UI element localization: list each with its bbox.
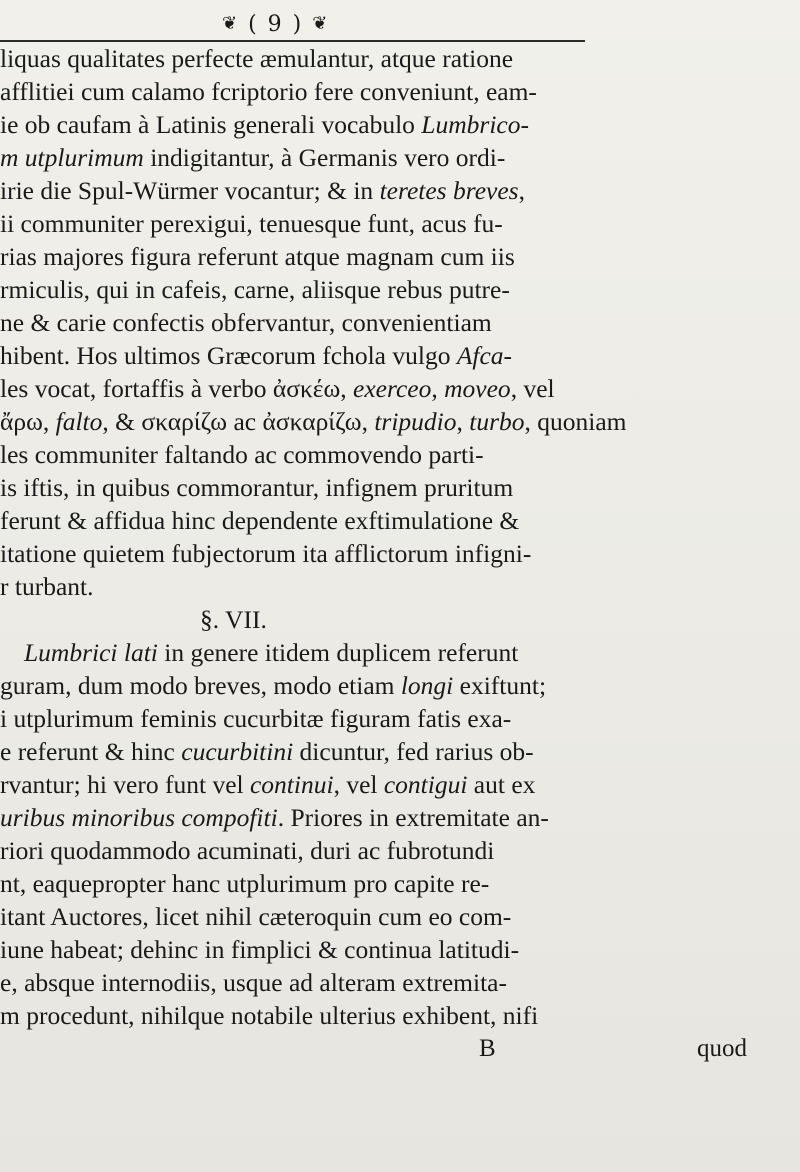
text-line: r turbant.	[0, 572, 94, 601]
text-line: uribus minoribus compofiti. Priores in extremitate an-	[0, 803, 549, 832]
text-line: ne & carie confectis obfervantur, convenientiam	[0, 308, 492, 337]
text-line: les communiter faltando ac commovendo parti-	[0, 440, 484, 469]
catchword: quod	[697, 1035, 747, 1062]
text-line: afflitiei cum calamo fcriptorio fere conveniunt, eam-	[0, 77, 537, 106]
text-line: ii communiter perexigui, tenuesque funt, acus fu-	[0, 209, 503, 238]
text-line: rias majores figura referunt atque magnam cum iis	[0, 242, 515, 271]
text-line: m utplurimum indigitantur, à Germanis vero ordi-	[0, 143, 506, 172]
page-number-line	[222, 12, 329, 37]
text-line: nt, eaqueproptеr hanc utplurimum pro capite re-	[0, 869, 490, 898]
text-line: ferunt & affidua hinc dependente exftimulatione &	[0, 506, 520, 535]
text-line: i utplurimum feminis cucurbitæ figuram fatis exa-	[0, 704, 512, 733]
text-line: guram, dum modo breves, modo etiam longi exiftunt;	[0, 671, 547, 700]
page-header	[0, 10, 800, 46]
text-line: ie ob caufam à Latinis generali vocabulo Lumbrico-	[0, 110, 529, 139]
left-ornament-icon: ❦	[222, 13, 240, 34]
page-number: ( 9 )	[248, 12, 304, 37]
text-line: riori quodammodo acuminati, duri ac fubrotundi	[0, 836, 495, 865]
header-rule	[0, 40, 585, 42]
right-ornament-icon: ❦	[312, 13, 330, 34]
text-line: rmiculis, qui in cafeis, carne, aliisque rebus putre-	[0, 275, 510, 304]
signature-mark: B	[479, 1035, 496, 1062]
text-line: is iftis, in quibus commorantur, infignem pruritum	[0, 473, 514, 502]
text-line: e, absque internodiis, usque ad alteram extremita-	[0, 968, 507, 997]
section-heading: §. VII.	[200, 605, 267, 634]
text-line: hibent. Hos ultimos Græcorum fchola vulgo Afca-	[0, 341, 513, 370]
text-line: itatione quietem fubjectorum ita afflictorum infigni-	[0, 539, 532, 568]
text-line: rvantur; hi vero funt vel continui, vel contigui aut ex	[0, 770, 536, 799]
text-line: irie die Spul-Würmer vocantur; & in teretes breves,	[0, 176, 525, 205]
text-line: les vocat, fortaffis à verbo ἀσκέω, exerceo, moveo, vel	[0, 374, 555, 403]
text-line: iune habeat; dehinc in fimplici & continua latitudi-	[0, 935, 520, 964]
text-line: e referunt & hinc cucurbitini dicuntur, fed rarius ob-	[0, 737, 534, 766]
page-footer	[0, 1035, 800, 1067]
text-line: itant Auctores, licet nihil cæteroquin cum eo com-	[0, 902, 512, 931]
text-line: Lumbrici lati in genere itidem duplicem referunt	[24, 638, 519, 667]
text-line: liquas qualitates perfecte æmulantur, atque ratione	[0, 44, 514, 73]
text-line: ἄρω, falto, & σκαρίζω ac ἀσκαρίζω, tripudio, turbo, quoniam	[0, 407, 627, 436]
text-line: m procedunt, nihilque notabile ulterius exhibent, nifi	[0, 1001, 539, 1030]
